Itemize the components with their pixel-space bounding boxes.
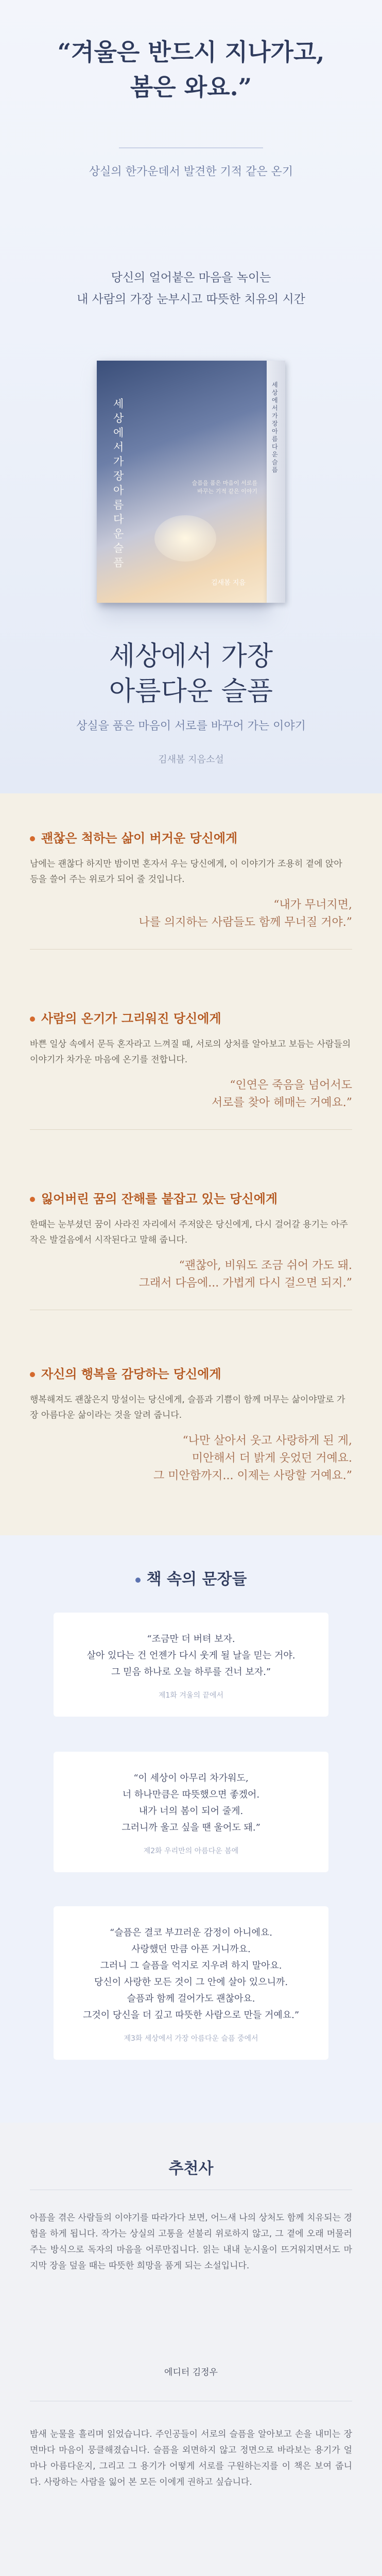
reader-quote-line: “괜찮아, 비워도 조금 쉬어 가도 돼.	[179, 1259, 352, 1272]
reader-quote-line: 서로를 찾아 헤매는 거예요.”	[212, 1096, 352, 1109]
reader-body: 한때는 눈부셨던 꿈이 사라진 자리에서 주저앉은 당신에게, 다시 걸어갈 용기는 아주 작은 발걸음에서 시작된다고 말해 줍니다.	[30, 1219, 348, 1245]
sentence-line: “조금만 더 버텨 보자.	[147, 1634, 235, 1645]
sentences-title	[0, 1566, 382, 1589]
sentence-source: 제1화 겨울의 끝에서	[159, 1691, 223, 1700]
reader-quote-line: 미안해서 더 밝게 웃었던 거예요.	[192, 1452, 352, 1465]
hero-section	[0, 0, 382, 793]
book-sentences-section	[0, 1535, 382, 2123]
sentence-line: 그것이 당신을 더 깊고 따뜻한 사람으로 만들 거예요.”	[82, 2010, 300, 2021]
reader-heading	[30, 1365, 352, 1383]
book-cover-glow	[154, 515, 216, 562]
sentence-line: 너 하나만큼은 따뜻했으면 좋겠어.	[122, 1789, 260, 1800]
book-main-subtitle: 상실을 품은 마음이 서로를 바꾸어 가는 이야기	[76, 720, 306, 733]
recommendation-body: 아픔을 겪은 사람들의 이야기를 따라가다 보면, 어느새 나의 상처도 함께 치유되는 경험을 하게 됩니다. 작가는 상실의 고통을 섣불리 위로하지 않고, 그 곁에 오래 머물러 주는 방식으로 독자의 마음을 어루만집니다. 읽는 내내 눈시울이 뜨거워지면서도 마지막 장을 덮을 때는 따뜻한 희망을 품게 되는 소설입니다.	[30, 2213, 352, 2271]
sentence-line: 당신이 사랑한 모든 것이 그 안에 살아 있으니까.	[94, 1977, 288, 1988]
reader-heading-text: 사람의 온기가 그리워진 당신에게	[41, 1011, 221, 1026]
sentence-card	[54, 1613, 328, 1717]
recommendation-section	[0, 2123, 382, 2576]
reader-card	[30, 1010, 352, 1130]
book-cover-title: 세상에서 가장 아름다운 슬픔	[113, 398, 124, 569]
book-main-title-line-1: 세상에서 가장	[109, 641, 273, 672]
sentence-line: 내가 너의 봄이 되어 줄게.	[138, 1806, 244, 1817]
reader-body: 행복해져도 괜찮은지 망설이는 당신에게, 슬픔과 기쁨이 함께 머무는 삶이야말로 가장 아름다운 삶이라는 것을 알려 줍니다.	[30, 1395, 345, 1420]
book-main-author: 김새봄 지음소설	[158, 754, 224, 765]
sentence-line: 사랑했던 만큼 아픈 거니까요.	[131, 1944, 251, 1955]
reader-heading-text: 자신의 행복을 감당하는 당신에게	[41, 1367, 221, 1381]
reader-heading	[30, 829, 352, 847]
sentence-source: 제3화 세상에서 가장 아름다운 슬픔 중에서	[124, 2035, 258, 2043]
reader-card	[30, 1190, 352, 1310]
divider-line	[30, 949, 352, 950]
bullet-dot-icon	[30, 836, 35, 841]
sentence-line: 그러니까 울고 싶을 땐 울어도 돼.”	[121, 1822, 261, 1833]
sentence-text	[54, 1752, 328, 1836]
sentence-line: “이 세상이 아무리 차가워도,	[133, 1773, 249, 1784]
sentence-line: 슬픔과 함께 걸어가도 괜찮아요.	[127, 1993, 255, 2004]
reader-heading	[30, 1010, 352, 1027]
sentences-title-text: 책 속의 문장들	[146, 1570, 247, 1588]
reader-card	[30, 829, 352, 950]
hero-intro-line-1: 당신의 얼어붙은 마음을 녹이는	[111, 271, 271, 284]
sentence-card	[54, 1752, 328, 1872]
sentence-text	[54, 1613, 328, 1681]
sentence-line: 그 믿음 하나로 오늘 하루를 건너 보자.”	[111, 1667, 271, 1677]
reader-heading-text: 잃어버린 꿈의 잔해를 붙잡고 있는 당신에게	[41, 1192, 278, 1206]
reader-quote-line: 그래서 다음에... 가볍게 다시 걸으면 되지.”	[138, 1277, 352, 1290]
bullet-dot-icon	[135, 1578, 141, 1583]
reader-quote	[30, 1077, 352, 1112]
book-spine-text: 세상에서 가장 아름다운 슬픔	[272, 381, 278, 473]
recommendation-signature: 에디터 김정우	[164, 2367, 218, 2378]
bullet-dot-icon	[30, 1197, 35, 1202]
hero-divider	[119, 147, 263, 148]
reader-quote	[30, 1432, 352, 1485]
target-readers-section	[0, 793, 382, 1535]
reader-quote	[30, 1257, 352, 1292]
hero-quote-line-1: “겨울은 반드시 지나가고,	[57, 38, 325, 66]
sentence-text	[54, 1906, 328, 2024]
sentence-source: 제2화 우리만의 아름다운 봄에	[143, 1847, 239, 1855]
reader-body: 바쁜 일상 속에서 문득 혼자라고 느껴질 때, 서로의 상처를 알아보고 보듬는 사람들의 이야기가 차가운 마음에 온기를 전합니다.	[30, 1039, 351, 1065]
reader-card	[30, 1365, 352, 1485]
reader-quote	[30, 896, 352, 931]
bullet-dot-icon	[30, 1372, 35, 1377]
sentence-line: 살아 있다는 건 언젠가 다시 웃게 될 날을 믿는 거야.	[86, 1650, 296, 1661]
reader-quote-line: “내가 무너지면,	[273, 899, 352, 911]
book-cover-blurb: 슬픔을 품은 마음이 서로를 바꾸는 기적 같은 이야기	[192, 480, 257, 495]
sentence-card	[54, 1906, 328, 2060]
sentence-line: 그러니 그 슬픔을 억지로 지우려 하지 말아요.	[100, 1960, 282, 1971]
book-main-title-line-2: 아름다운 슬픔	[109, 676, 273, 707]
recommendation-body: 밤새 눈물을 흘리며 읽었습니다. 주인공들이 서로의 슬픔을 알아보고 손을 내미는 장면마다 마음이 뭉클해졌습니다. 슬픔을 외면하지 않고 정면으로 바라보는 용기가 얼마나 아름다운지, 그리고 그 용기가 어떻게 서로를 구원하는지를 이 책은 보여 줍니다. 사랑하는 사람을 잃어 본 모든 이에게 권하고 싶습니다.	[30, 2429, 352, 2487]
reader-body: 남에는 괜찮다 하지만 밤이면 혼자서 우는 당신에게, 이 이야기가 조용히 곁에 앉아 등을 쓸어 주는 위로가 되어 줄 것입니다.	[30, 859, 342, 885]
reader-heading-text: 괜찮은 척하는 삶이 버거운 당신에게	[41, 831, 238, 845]
hero-quote-line-2: 봄은 와요.”	[130, 73, 252, 101]
recommendation-title: 추천사	[168, 2160, 214, 2178]
reader-heading	[30, 1190, 352, 1208]
book-cover-author: 김새봄 지음	[211, 579, 246, 587]
sentence-line: “슬픔은 결코 부끄러운 감정이 아니에요.	[109, 1927, 273, 1938]
hero-intro-line-2: 내 사람의 가장 눈부시고 따뜻한 치유의 시간	[77, 293, 305, 306]
bullet-dot-icon	[30, 1016, 35, 1022]
divider-line	[30, 1129, 352, 1130]
reader-quote-line: 그 미안함까지... 이제는 사랑할 거예요.”	[153, 1469, 352, 1482]
reader-quote-line: “나만 살아서 웃고 사랑하게 된 게,	[182, 1434, 352, 1447]
book-main-title	[0, 639, 382, 709]
reader-quote-line: “인연은 죽음을 넘어서도	[230, 1079, 352, 1092]
reader-quote-line: 나를 의지하는 사람들도 함께 무너질 거야.”	[138, 916, 352, 929]
hero-tagline: 상실의 한가운데서 발견한 기적 같은 온기	[89, 165, 293, 178]
